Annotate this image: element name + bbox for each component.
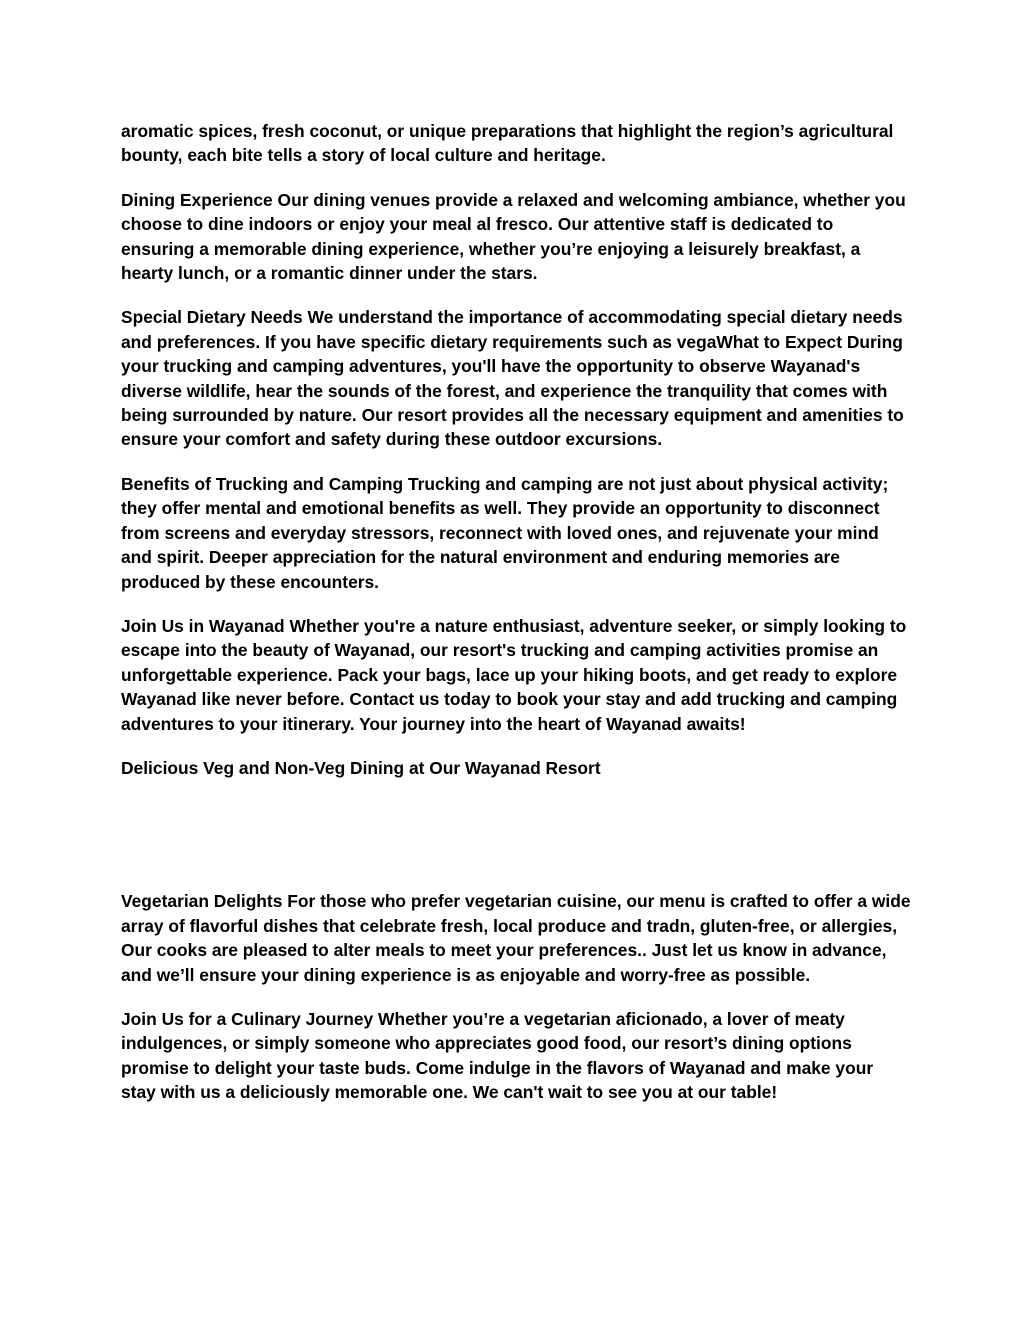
paragraph-vegetarian-delights: Vegetarian Delights For those who prefer vegetarian cuisine, our menu is crafted to offer a wide array of flavorful dishes that celebrate fresh, local produce and tradn, gluten-free, or allergies, Our cooks are pleased to alter meals to meet your preferences.. Just let us know in advance, and we’ll ensure your dining experience is as enjoyable and worry-free as possible. xyxy=(121,891,911,985)
document-body xyxy=(121,119,911,1125)
paragraph-aromatic-spices: aromatic spices, fresh coconut, or unique preparations that highlight the region’s agricultural bounty, each bite tells a story of local culture and heritage. xyxy=(121,121,894,166)
paragraph-benefits-trucking-camping: Benefits of Trucking and Camping Trucking and camping are not just about physical activity; they offer mental and emotional benefits as well. They provide an opportunity to disconnect from screens and everyday stressors, reconnect with loved ones, and rejuvenate your mind and spirit. Deeper appreciation for the natural environment and enduring memories are produced by these encounters. xyxy=(121,473,889,592)
paragraph-culinary-journey: Join Us for a Culinary Journey Whether you’re a vegetarian aficionado, a lover of meaty indulgences, or simply someone who appreciates good food, our resort’s dining options promise to delight your taste buds. Come indulge in the flavors of Wayanad and make your stay with us a deliciously memorable one. We can't wait to see you at our table! xyxy=(121,1008,874,1103)
paragraph-special-dietary-needs: Special Dietary Needs We understand the importance of accommodating special dietary needs and preferences. If you have specific dietary requirements such as vegaWhat to Expect During your trucking and camping adventures, you'll have the opportunity to observe Wayanad's diverse wildlife, hear the sounds of the forest, and experience the tranquility that comes with being surrounded by nature. Our resort provides all the necessary equipment and amenities to ensure your comfort and safety during these outdoor excursions. xyxy=(121,307,904,450)
paragraph-dining-experience: Dining Experience Our dining venues provide a relaxed and welcoming ambiance, whether you choose to dine indoors or enjoy your meal al fresco. Our attentive staff is dedicated to ensuring a memorable dining experience, whether you’re enjoying a leisurely breakfast, a hearty lunch, or a romantic dinner under the stars. xyxy=(121,189,906,284)
blank-space xyxy=(121,800,911,889)
paragraph-join-us-wayanad: Join Us in Wayanad Whether you're a nature enthusiast, adventure seeker, or simply looking to escape into the beauty of Wayanad, our resort's trucking and camping activities promise an unforgettable experience. Pack your bags, lace up your hiking boots, and get ready to explore Wayanad like never before. Contact us today to book your stay and add trucking and camping adventures to your itinerary. Your journey into the heart of Wayanad awaits! xyxy=(121,615,907,734)
section-heading-dining: Delicious Veg and Non-Veg Dining at Our Wayanad Resort xyxy=(121,757,601,778)
